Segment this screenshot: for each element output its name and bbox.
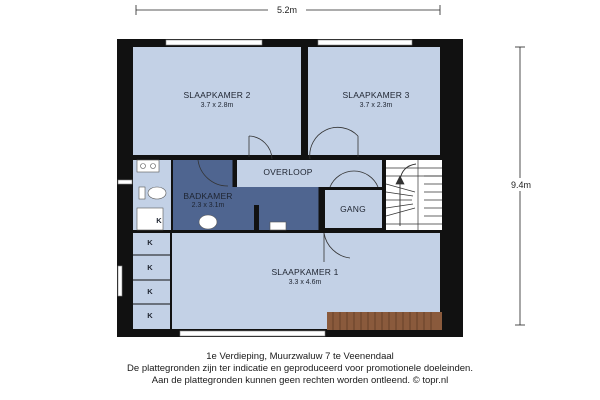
slaapkamer-1-dims: 3.3 x 4.6m <box>288 279 322 286</box>
slaapkamer-2-dims: 3.7 x 2.8m <box>200 102 234 109</box>
cabinet-label: K <box>147 287 153 296</box>
footer-line-3: Aan de plattegronden kunnen geen rechten worden ontleend. © topr.nl <box>151 375 449 386</box>
badkamer-name: BADKAMER <box>183 191 233 201</box>
overloop-name: OVERLOOP <box>263 167 313 177</box>
cabinet-label: K <box>147 238 153 247</box>
balcony <box>327 312 442 330</box>
room-slaapkamer-3 <box>308 47 440 155</box>
staircase <box>386 160 442 230</box>
height-dimension <box>503 47 539 325</box>
width-dimension <box>136 3 440 16</box>
badkamer-dims: 2.3 x 3.1m <box>191 202 225 209</box>
slaapkamer-1-name: SLAAPKAMER 1 <box>271 267 339 277</box>
cabinet-label: K <box>156 216 162 225</box>
footer-line-2: De plattegronden zijn ter indicatie en geproduceerd voor promotionele doeleinden. <box>127 363 473 374</box>
slaapkamer-2-name: SLAAPKAMER 2 <box>183 90 251 100</box>
cabinet-label: K <box>147 311 153 320</box>
gang-name: GANG <box>340 204 366 214</box>
width-label: 5.2m <box>276 5 298 15</box>
slaapkamer-3-name: SLAAPKAMER 3 <box>342 90 410 100</box>
slaapkamer-3-dims: 3.7 x 2.3m <box>359 102 393 109</box>
room-slaapkamer-2 <box>133 47 301 155</box>
height-label: 9.4m <box>510 180 532 190</box>
cabinet-label: K <box>147 263 153 272</box>
footer-line-1: 1e Verdieping, Muurzwaluw 7 te Veenendaal <box>206 351 394 362</box>
